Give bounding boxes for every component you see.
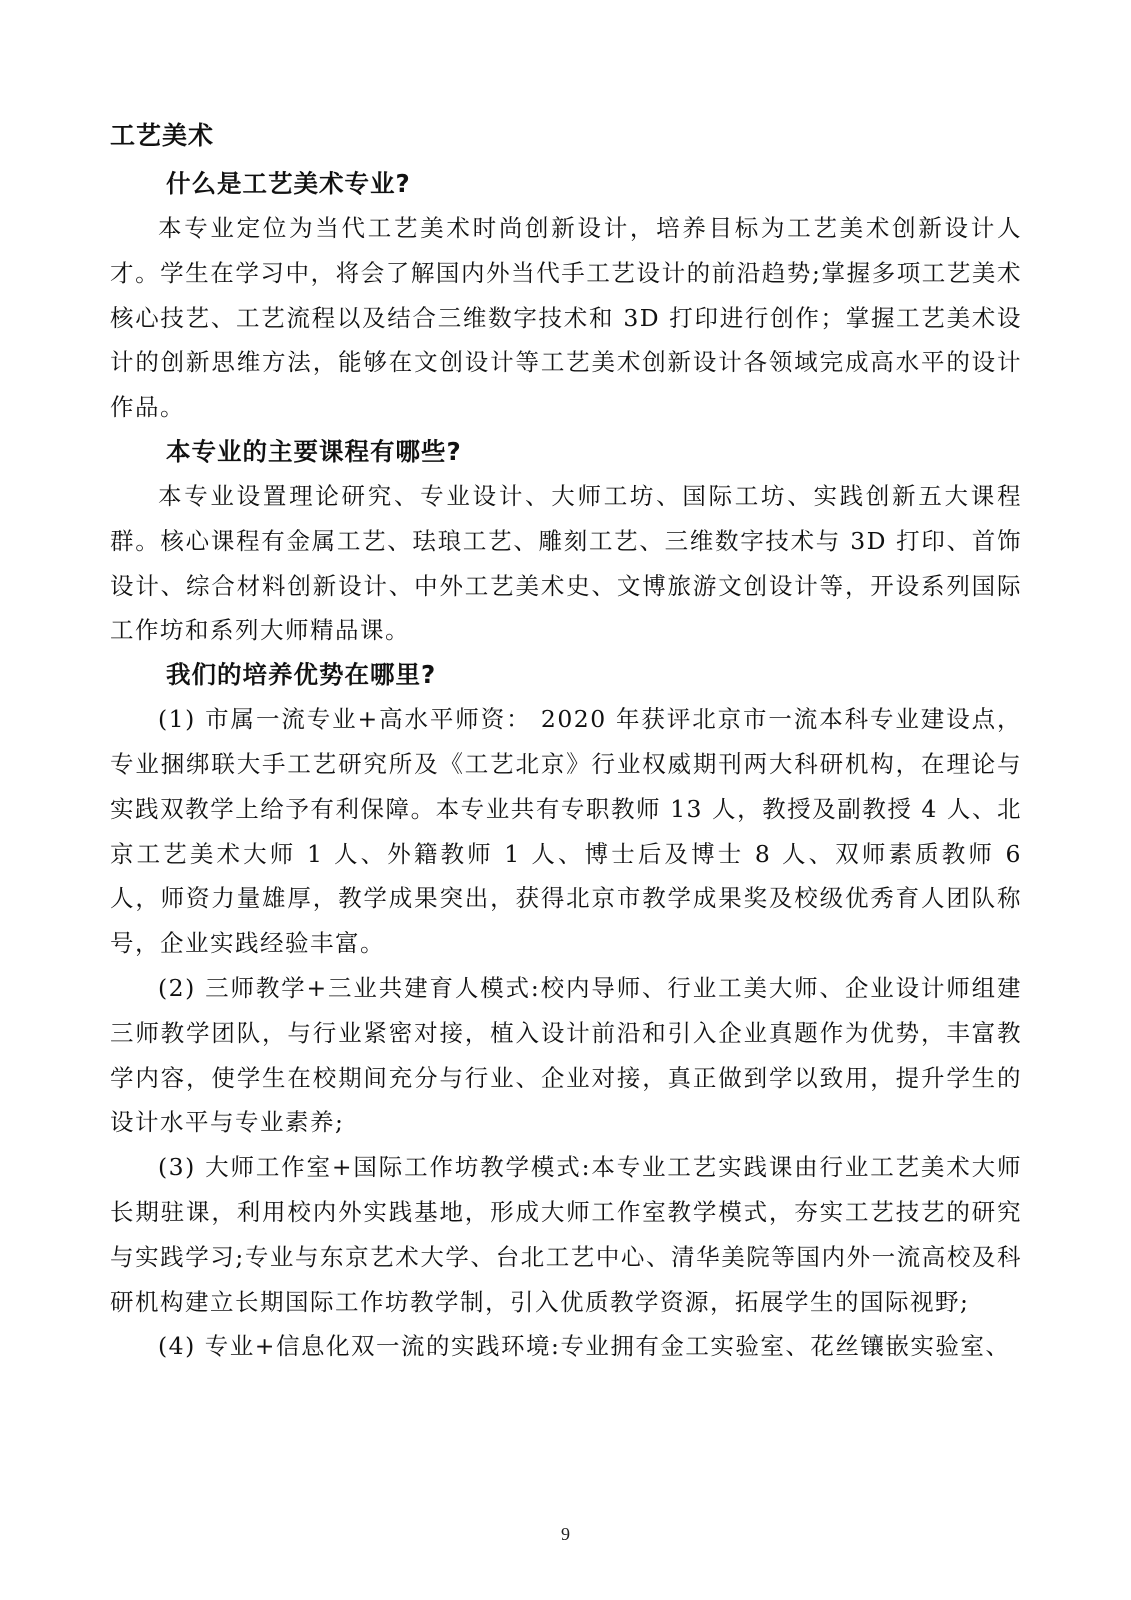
advantage-paragraph-1: (1) 市属一流专业+高水平师资： 2020 年获评北京市一流本科专业建设点，专业捆绑联大手工艺研究所及《工艺北京》行业权威期刊两大科研机构，在理论与实践双教学上给予有利保障。本专业共有专职教师 13 人，教授及副教授 4 人、北京工艺美术大师 1 人、外籍教师 1 人、博士后及博士 8 人、双师素质教师 6 人，师资力量雄厚，教学成果突出，获得北京市教学成果奖及校级优秀育人团队称号，企业实践经验丰富。 [110,705,1022,958]
section-main-courses [110,430,1022,653]
section-heading: 本专业的主要课程有哪些? [166,436,462,466]
section-heading: 什么是工艺美术专业? [166,169,411,198]
section-paragraph: 本专业定位为当代工艺美术时尚创新设计，培养目标为工艺美术创新设计人才。学生在学习中，将会了解国内外当代手工艺设计的前沿趋势;掌握多项工艺美术核心技艺、工艺流程以及结合三维数字技术和 3D 打印进行创作；掌握工艺美术设计的创新思维方法，能够在文创设计等工艺美术创新设计各领域完成高水平的设计作品。 [110,214,1022,422]
advantage-paragraph-2: (2) 三师教学+三业共建育人模式:校内导师、行业工美大师、企业设计师组建三师教学团队，与行业紧密对接，植入设计前沿和引入企业真题作为优势，丰富教学内容，使学生在校期间充分与行业、企业对接，真正做到学以致用，提升学生的设计水平与专业素养; [110,973,1022,1137]
page-number: 9 [561,1524,570,1544]
section-heading: 我们的培养优势在哪里? [166,660,437,690]
document-title: 工艺美术 [110,121,215,150]
section-paragraph: 本专业设置理论研究、专业设计、大师工坊、国际工坊、实践创新五大课程群。核心课程有金属工艺、珐琅工艺、雕刻工艺、三维数字技术与 3D 打印、首饰设计、综合材料创新设计、中外工艺美术史、文博旅游文创设计等，开设系列国际工作坊和系列大师精品课。 [110,481,1022,645]
advantage-paragraph-4: (4) 专业+信息化双一流的实践环境:专业拥有金工实验室、花丝镶嵌实验室、 [158,1332,1011,1361]
page-content [110,112,1022,1369]
section-what-is-major [110,162,1022,430]
section-advantages [110,653,1022,1369]
advantage-paragraph-3: (3) 大师工作室+国际工作坊教学模式:本专业工艺实践课由行业工艺美术大师长期驻课，利用校内外实践基地，形成大师工作室教学模式，夯实工艺技艺的研究与实践学习;专业与东京艺术大学、台北工艺中心、清华美院等国内外一流高校及科研机构建立长期国际工作坊教学制，引入优质教学资源，拓展学生的国际视野; [110,1153,1022,1316]
